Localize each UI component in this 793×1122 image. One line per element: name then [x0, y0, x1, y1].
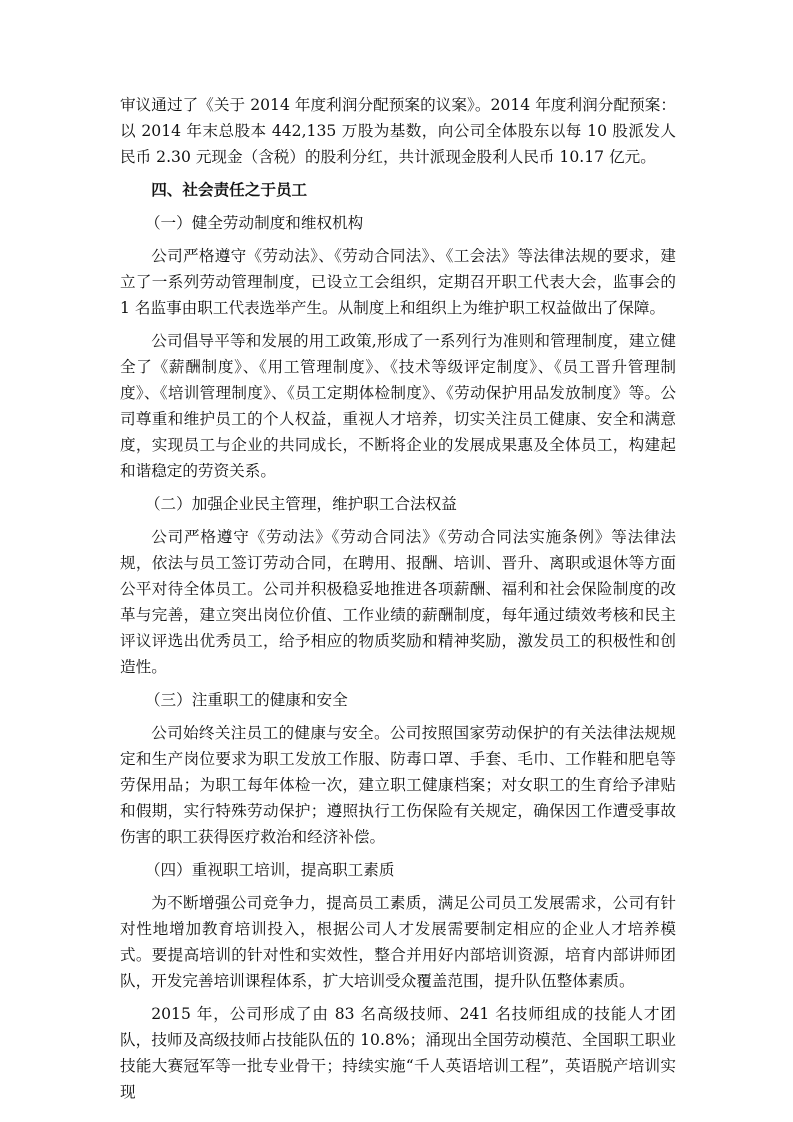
- paragraph-2015-talent-team: 2015 年，公司形成了由 83 名高级技师、241 名技师组成的技能人才团队，技师及高级技师占技能队伍的 10.8%；涌现出全国劳动模范、全国职工职业技能大赛冠军等一批专业骨干；持续实施“千人英语培训工程”，英语脱产培训实现: [120, 1005, 676, 1101]
- paragraph-health-safety: 公司始终关注员工的健康与安全。公司按照国家劳动保护的有关法律法规规定和生产岗位要求为职工发放工作服、防毒口罩、手套、毛巾、工作鞋和肥皂等劳保用品；为职工每年体检一次，建立职工健康档案；对女职工的生育给予津贴和假期，实行特殊劳动保护；遵照执行工伤保险有关规定，确保因工作遭受事故伤害的职工获得医疗救治和经济补偿。: [120, 724, 676, 846]
- subheading-health-safety: （三）注重职工的健康和安全: [144, 691, 348, 709]
- subheading-democratic-management: （二）加强企业民主管理，维护职工合法权益: [144, 495, 457, 513]
- document-page: [120, 92, 676, 1112]
- paragraph-labor-law-compliance: 公司严格遵守《劳动法》、《劳动合同法》、《工会法》等法律法规的要求，建立了一系列劳动管理制度，已设立工会组织，定期召开职工代表大会，监事会的 1 名监事由职工代表选举产生。从制度上和组织上为维护职工权益做出了保障。: [120, 247, 676, 317]
- paragraph-labor-contracts: 公司严格遵守《劳动法》《劳动合同法》《劳动合同法实施条例》等法律法规，依法与员工签订劳动合同，在聘用、报酬、培训、晋升、离职或退休等方面公平对待全体员工。公司并积极稳妥地推进各项薪酬、福利和社会保险制度的改革与完善，建立突出岗位价值、工作业绩的薪酬制度，每年通过绩效考核和民主评议评选出优秀员工，给予相应的物质奖励和精神奖励，激发员工的积极性和创造性。: [120, 528, 676, 676]
- paragraph-employment-policy: 公司倡导平等和发展的用工政策,形成了一系列行为准则和管理制度，建立健全了《薪酬制度》、《用工管理制度》、《技术等级评定制度》、《员工晋升管理制度》、《培训管理制度》、《员工定期体检制度》、《劳动保护用品发放制度》等。公司尊重和维护员工的个人权益，重视人才培养，切实关注员工健康、安全和满意度，实现员工与企业的共同成长，不断将企业的发展成果惠及全体员工，构建起和谐稳定的劳资关系。: [120, 332, 676, 480]
- paragraph-profit-distribution: 审议通过了《关于 2014 年度利润分配预案的议案》。2014 年度利润分配预案：以 2014 年末总股本 442,135 万股为基数，向公司全体股东以每 10 股派发人民币 2.30 元现金（含税）的股利分红，共计派现金股利人民币 10.17 亿元。: [120, 96, 676, 166]
- section-heading-employee-responsibility: 四、社会责任之于员工: [151, 181, 308, 199]
- subheading-labor-system: （一）健全劳动制度和维权机构: [144, 214, 364, 232]
- subheading-training: （四）重视职工培训，提高职工素质: [144, 861, 395, 879]
- paragraph-training-investment: 为不断增强公司竞争力，提高员工素质，满足公司员工发展需求，公司有针对性地增加教育培训投入，根据公司人才发展需要制定相应的企业人才培养模式。要提高培训的针对性和实效性，整合并用好内部培训资源，培育内部讲师团队，开发完善培训课程体系，扩大培训受众覆盖范围，提升队伍整体素质。: [120, 894, 676, 990]
